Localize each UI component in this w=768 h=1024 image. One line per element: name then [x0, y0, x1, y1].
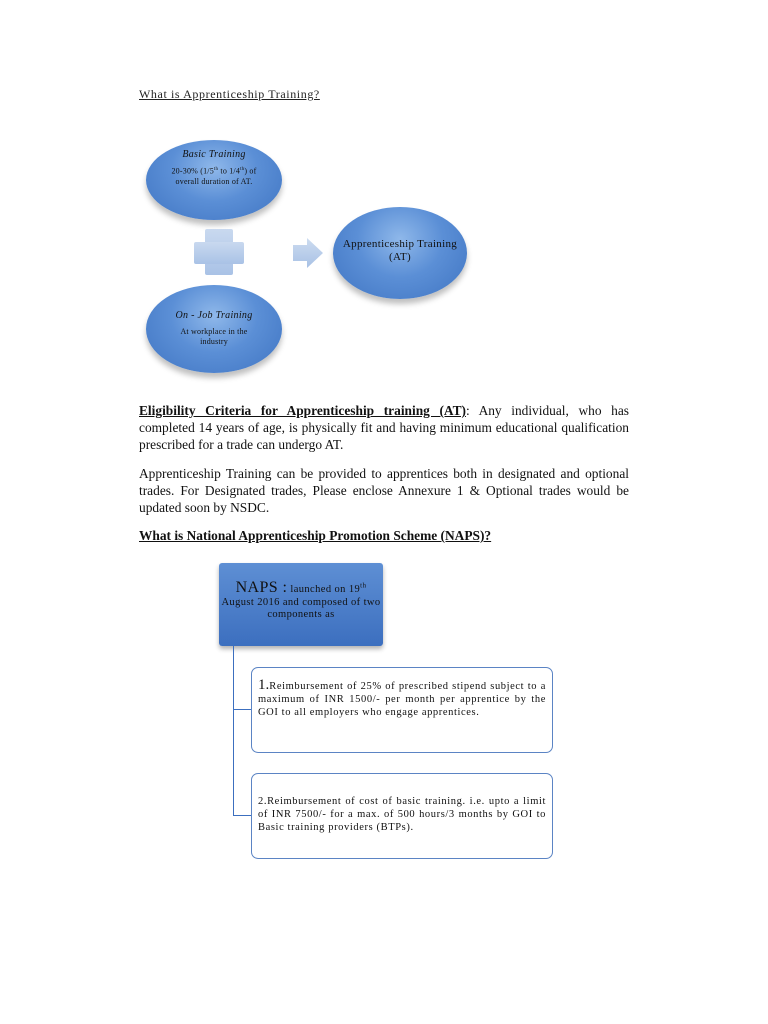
eligibility-text: : Any individual, who has completed 14 years of age, is physically fit and having minimum educational qualification prescribed for a trade can undergo AT. — [139, 403, 629, 452]
basic-desc-sup: th — [240, 167, 245, 172]
on-job-training-title: On - Job Training — [175, 310, 253, 321]
naps-launch-line — [219, 579, 383, 597]
apprenticeship-training-label: Apprenticeship Training (AT) — [342, 238, 458, 263]
basic-desc-sup: th — [213, 167, 219, 172]
naps-launch-sup: th — [360, 581, 367, 590]
naps-component-2-text: 2.Reimbursement of cost of basic training. i.e. upto a limit of INR 7500/- for a max. of 500 hours/3 months by GOI to Basic training providers (BTPs). — [258, 796, 546, 833]
naps-component-1 — [251, 667, 553, 753]
on-job-training-desc: At workplace in the industry — [180, 327, 248, 346]
eligibility-label: Eligibility Criteria for Apprenticeship training (AT) — [139, 403, 466, 418]
basic-training-ellipse — [146, 140, 282, 220]
naps-component-2 — [251, 773, 553, 859]
naps-header-box — [219, 563, 383, 646]
naps-component-1-text — [258, 679, 546, 719]
on-job-training-ellipse — [146, 285, 282, 373]
connector-line — [233, 709, 251, 710]
section-heading-naps: What is National Apprenticeship Promotion Scheme (NAPS)? — [139, 528, 492, 543]
basic-training-title: Basic Training — [182, 149, 246, 160]
basic-desc-part: to 1/4 — [218, 166, 241, 176]
eligibility-paragraph — [139, 402, 629, 453]
apprenticeship-training-ellipse — [333, 207, 467, 299]
naps-component-1-number: 1. — [258, 677, 270, 693]
naps-launch-text: launched on 19 — [287, 584, 361, 595]
plus-icon-horizontal — [194, 242, 244, 264]
arrow-right-icon — [291, 236, 325, 270]
connector-line — [233, 815, 251, 816]
basic-training-desc — [168, 165, 260, 187]
section-heading-apprenticeship: What is Apprenticeship Training? — [139, 87, 320, 101]
basic-desc-part: ) of overall duration of AT. — [175, 166, 257, 186]
naps-title: NAPS : — [235, 579, 288, 596]
connector-line — [233, 646, 234, 816]
basic-desc-part: 20-30% (1/5 — [171, 166, 214, 176]
naps-component-1-body: Reimbursement of 25% of prescribed stipend subject to a maximum of INR 1500/- per month per apprentice by the GOI to all employers who engage apprentices. — [258, 681, 546, 718]
naps-components-text: August 2016 and composed of two components as — [221, 597, 381, 620]
apprenticeship-trades-paragraph: Apprenticeship Training can be provided to apprentices both in designated and optional trades. For Designated trades, Please enclose Annexure 1 & Optional trades would be updated soon by NSDC. — [139, 466, 629, 515]
